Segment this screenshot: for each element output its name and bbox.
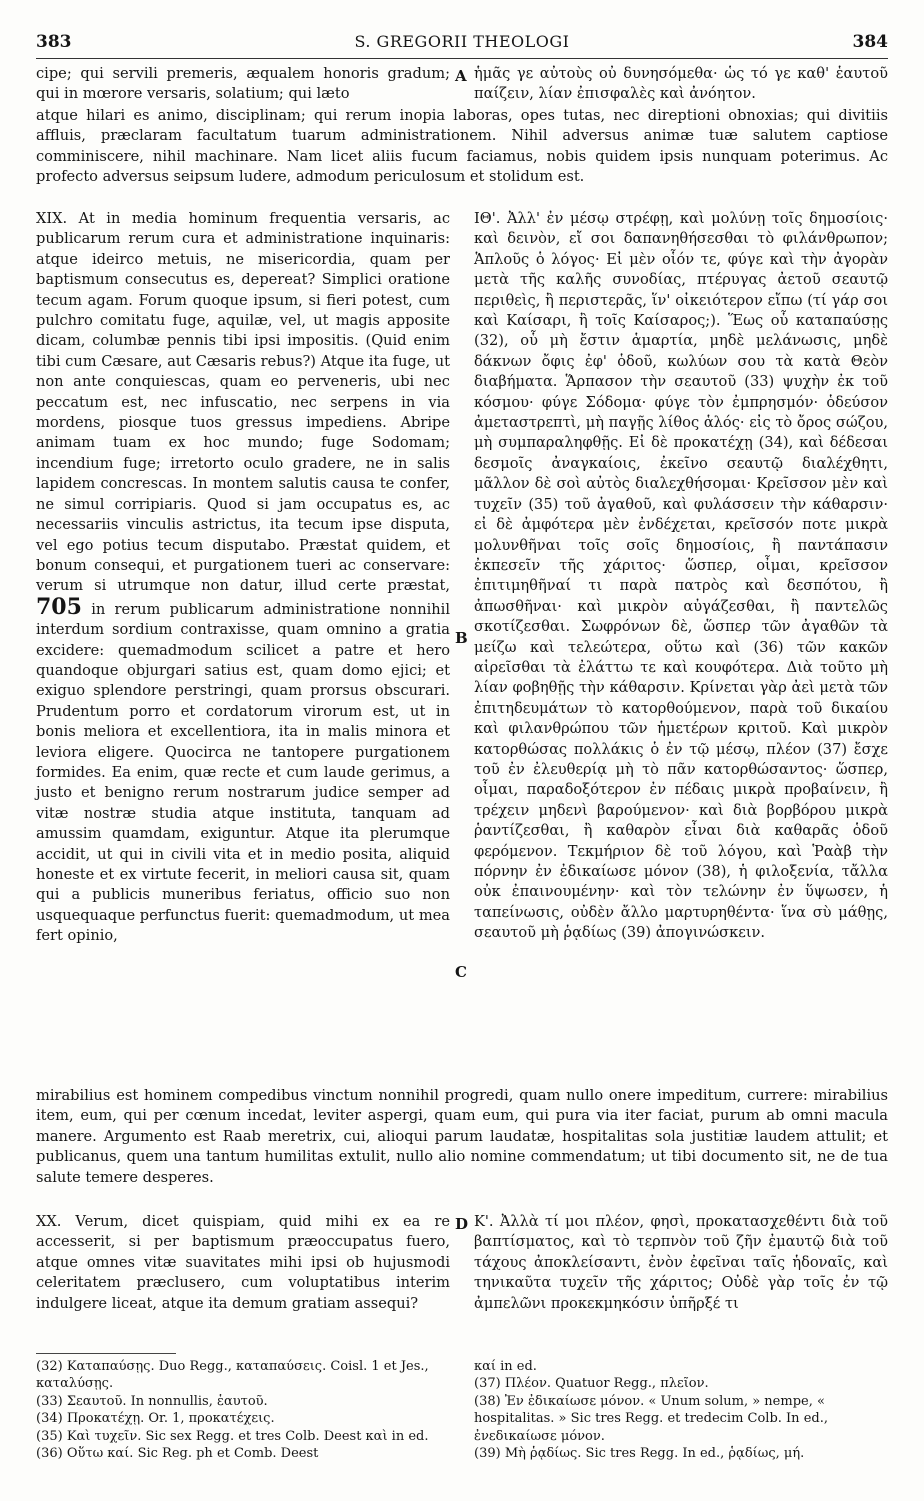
latin-section-19-text-b: in rerum publicarum administratione nonnihil interdum sordium contraxisse, quam omnino a gratia excidere: quemadmodum scilicet a patre et hero quandoque objurgari satius est, quam domo ejici; et exiguo splendore perstringi, quam prorsus obscurari. Prudentum porro et cordatorum virorum est, ut in bonis meliora et excellentiora, ita in malis minora et leviora eligere. Quocirca ne tantopere purgationem formides. Ea enim, quæ recte et cum laude gerimus, a justo et benigno rerum nostrarum judice semper ad vitæ nostræ studia atque instituta, tanquam ad amussim quamdam, exiguntur. Atque ita plerumque accidit, ut qui in civili vita et in medio posita, aliquid honeste et ex virtute fecerit, in meliori causa sit, quam qui a publicis muneribus feriatus, officio suo non usquequaque perfunctus fuerit: quemadmodum, ut mea fert opinio, [36,600,451,945]
latin-section-20: XX. Verum, dicet quispiam, quid mihi ex ea re accesserit, si per baptismum præoccupatus fuero, atque omnes vitæ suavitates mihi ipsi ob hujusmodi celeritatem præclusero, cum voluptatibus interim indulgere liceat, atque ita demum gratiam assequi? [36,1213,450,1312]
footnote-39: (39) Μὴ ῥᾳδίως. Sic tres Regg. In ed., ῥᾳδίως, μή. [474,1446,805,1462]
greek-top-lines: ἡμᾶς γε αὐτοὺς οὐ δυνησόμεθα· ὡς τό γε καθ' ἑαυτοῦ παίζειν, λίαν ἐπισφαλὲς καὶ ἀνόητον. [474,65,888,103]
running-title: S. GREGORII THEOLOGI [354,32,570,51]
latin-column-section-19 [36,209,450,1065]
latin-section-19-text-a: XIX. At in media hominum frequentia versaris, ac publicarum rerum cura et administratione inquinaris: atque ideirco metuis, ne misericordia, quam per baptismum consecutus es, depereat? Simplici oratione tecum agam. Forum quoque ipsum, si fieri potest, cum pulchro comitatu fuge, aquilæ, vel, ut magis apposite dicam, columbæ pennis tibi ipsi impositis. (Quid enim tibi cum Cæsare, aut Cæsaris rebus?) Atque ita fuge, ut non ante conquiescas, quam eo perveneris, ubi nec peccatum est, nec infuscatio, nec serpens in via mordens, piosque tuos gressus impediens. Abripe animam tuam ex hoc mundo; fuge Sodomam; incendium fuge; irretorto oculo gradere, ne in salis lapidem concrescas. In montem salutis causa te confer, ne simul corripiaris. Quod si jam occupatus es, ac necessariis vinculis astrictus, ita tecum ipse disputa, vel ego potius tecum disputabo. Præstat quidem, et bonum consequi, et purgationem tueri ac conservare: verum si utrumque non datur, illud certe præstat, [36,210,450,595]
footnote-32: (32) Καταπαύσῃς. Duo Regg., καταπαύσεις. Coisl. 1 et Jes., καταλύσῃς. [36,1359,429,1392]
right-page-number: 384 [852,32,888,52]
footnotes-right [474,1358,888,1462]
left-page-number: 383 [36,32,72,52]
greek-column-section-19: ΙΘ'. Ἀλλ' ἐν μέσῳ στρέφῃ, καὶ μολύνῃ τοῖς δημοσίοις· καὶ δεινὸν, εἴ σοι δαπανηθήσεσθαι τὸ φιλάνθρωπον; Ἁπλοῦς ὁ λόγος· Εἰ μὲν οἷόν τε, φύγε καὶ τὴν ἀγορὰν μετὰ τῆς καλῆς συνοδίας, πτέρυγας ἀετοῦ σεαυτῷ περιθεὶς, ἢ περιστερᾶς, ἵν' οἰκειότερον εἴπω (τί γάρ σοι καὶ Καίσαρι, ἢ τοῖς Καίσαρος;). Ἕως οὗ καταπαύσῃς (32), οὗ μὴ ἔστιν ἁμαρτία, μηδὲ μελάνωσις, μηδὲ δάκνων ὄφις ἐφ' ὁδοῦ, κωλύων σου τὰ κατὰ Θεὸν διαβήματα. Ἅρπασον τὴν σεαυτοῦ (33) ψυχὴν ἐκ τοῦ κόσμου· φύγε Σόδομα· φύγε τὸν ἐμπρησμόν· ὁδεύσον ἀμεταστρεπτὶ, μὴ παγῇς λίθος ἁλός· εἰς τὸ ὄρος σώζου, μὴ συμπαραληφθῇς. Εἰ δὲ προκατέχῃ (34), καὶ δέδεσαι δεσμοῖς ἀναγκαίοις, ἐκεῖνο σεαυτῷ διαλέχθητι, μᾶλλον δὲ σοὶ αὐτὸς διαλεχθήσομαι· Κρεῖσσον μὲν καὶ τυχεῖν (35) τοῦ ἀγαθοῦ, καὶ φυλάσσειν τὴν κάθαρσιν· εἰ δὲ ἀμφότερα μὲν ἐνδέχεται, κρεῖσσόν ποτε μικρὰ μολυνθῆναι τοῖς σοῖς δημοσίοις, ἢ παντάπασιν ἐκπεσεῖν τῆς χάριτος· ὥσπερ, οἶμαι, κρεῖσσον ἐπιτιμηθῆναί τι παρὰ πατρὸς καὶ δεσπότου, ἢ ἀπωσθῆναι· καὶ μικρὸν αὐγάζεσθαι, ἢ παντελῶς σκοτίζεσθαι. Σωφρόνων δὲ, ὥσπερ τῶν ἀγαθῶν τὰ μείζω καὶ τελεώτερα, οὕτω καὶ (36) τῶν κακῶν αἱρεῖσθαι τὰ ἐλάττω τε καὶ κουφότερα. Διὰ τοῦτο μὴ λίαν φοβηθῇς τὴν κάθαρσιν. Κρίνεται γὰρ ἀεὶ μετὰ τῶν ἐπιτηδευμάτων τὸ κατορθούμενον, παρὰ τοῦ δικαίου καὶ φιλανθρώπου τῶν ἡμετέρων κριτοῦ. Καὶ μικρὸν κατορθώσας πολλάκις ὁ ἐν τῷ μέσῳ, πλέον (37) ἔσχε τοῦ ἐν ἐλευθερίᾳ μὴ τὸ πᾶν κατορθώσαντος· ὥσπερ, οἶμαι, παραδοξότερον ἐν πέδαις μικρὰ προβαίνειν, ἢ τρέχειν μηδενὶ βαρούμενον· καὶ διὰ βορβόρου μικρὰ ῥαντίζεσθαι, ἢ καθαρὸν εἶναι διὰ καθαρᾶς ὁδοῦ φερόμενον. Τεκμήριον δὲ τοῦ λόγου, καὶ Ῥαὰβ τὴν πόρνην ἐν ἐδικαίωσε μόνον (38), ἡ φιλοξενία, τἄλλα οὐκ ἐπαινουμένην· καὶ τὸν τελώνην ἐν ὕψωσεν, ἡ ταπείνωσις, οὐδὲν ἄλλο μαρτυρηθέντα· ἵνα σὺ μάθῃς, σεαυτοῦ μὴ ῥᾳδίως (39) ἀπογινώσκειν. [474,210,888,942]
footnotes-left [36,1358,450,1462]
footnote-35: (35) Καὶ τυχεῖν. Sic sex Regg. et tres Colb. Deest καὶ in ed. [36,1428,429,1444]
latin-top-lines: cipe; qui servili premeris, æqualem honoris gradum; qui in mœrore versaris, solatium; qui læto [36,65,450,103]
footnote-34: (34) Προκατέχῃ. Or. 1, προκατέχεις. [36,1411,275,1427]
latin-full-width-intro: atque hilari es animo, disciplinam; qui rerum inopia laboras, opes tutas, nec direptioni obnoxias; qui divitiis affluis, præclaram facultatum tuarum administrationem. Nihil adversus animæ tuæ salutem captiose comminiscere, nihil machinare. Nam licet aliis fucum faciamus, nobis quidem ipsis nunquam poterimus. Ac profecto adversus seipsum ludere, admodum periculosum et stolidum est. [36,107,888,186]
margin-letter-a: A [455,67,467,85]
greek-section-20: Κ'. Ἀλλὰ τί μοι πλέον, φησὶ, προκατασχεθέντι διὰ τοῦ βαπτίσματος, καὶ τὸ τερπνὸν τοῦ ζῆν ἐμαυτῷ διὰ τοῦ τάχους ἀποκλείσαντι, ἐνὸν ἐφεῖναι ταῖς ἡδοναῖς, καὶ τηνικαῦτα τυχεῖν τῆς χάριτος; Οὐδὲ γὰρ τοῖς ἐν τῷ ἀμπελῶνι προκεκμηκόσιν ὑπῆρξέ τι [474,1213,888,1312]
margin-letter-d: D [455,1215,469,1233]
footnote-36-continued: καί in ed. [474,1359,537,1374]
footnote-36: (36) Οὕτω καί. Sic Reg. ph et Comb. Deest [36,1446,319,1462]
margin-letter-c: C [455,963,467,981]
latin-full-width-conclusion: mirabilius est hominem compedibus vinctum nonnihil progredi, quam nullo onere impeditum, currere: mirabilius item, eum, qui per cœnum incedat, leviter aspergi, quam eum, qui pura via iter faciat, purum ab omni macula manere. Argumento est Raab meretrix, cui, alioqui parum laudatæ, hospitalitas sola justitiæ laudem attulit; et publicanus, quem una tantum humilitas extulit, nullo alio nomine commendatum; ut tibi documento sit, ne de tua salute temere desperes. [36,1087,888,1186]
footnote-33: (33) Σεαυτοῦ. In nonnullis, ἑαυτοῦ. [36,1393,268,1409]
footnote-37: (37) Πλέον. Quatuor Regg., πλεῖον. [474,1376,709,1392]
margin-letter-b: B [455,629,468,647]
footnote-rule [36,1353,176,1354]
running-header [36,30,888,59]
footnote-38: (38) Ἐν ἐδικαίωσε μόνον. « Unum solum, » nempe, « hospitalitas. » Sic tres Regg. et tredecim Colb. In ed., ἐνεδικαίωσε μόνον. [474,1393,828,1444]
page-marker-705: 705 [36,593,82,620]
